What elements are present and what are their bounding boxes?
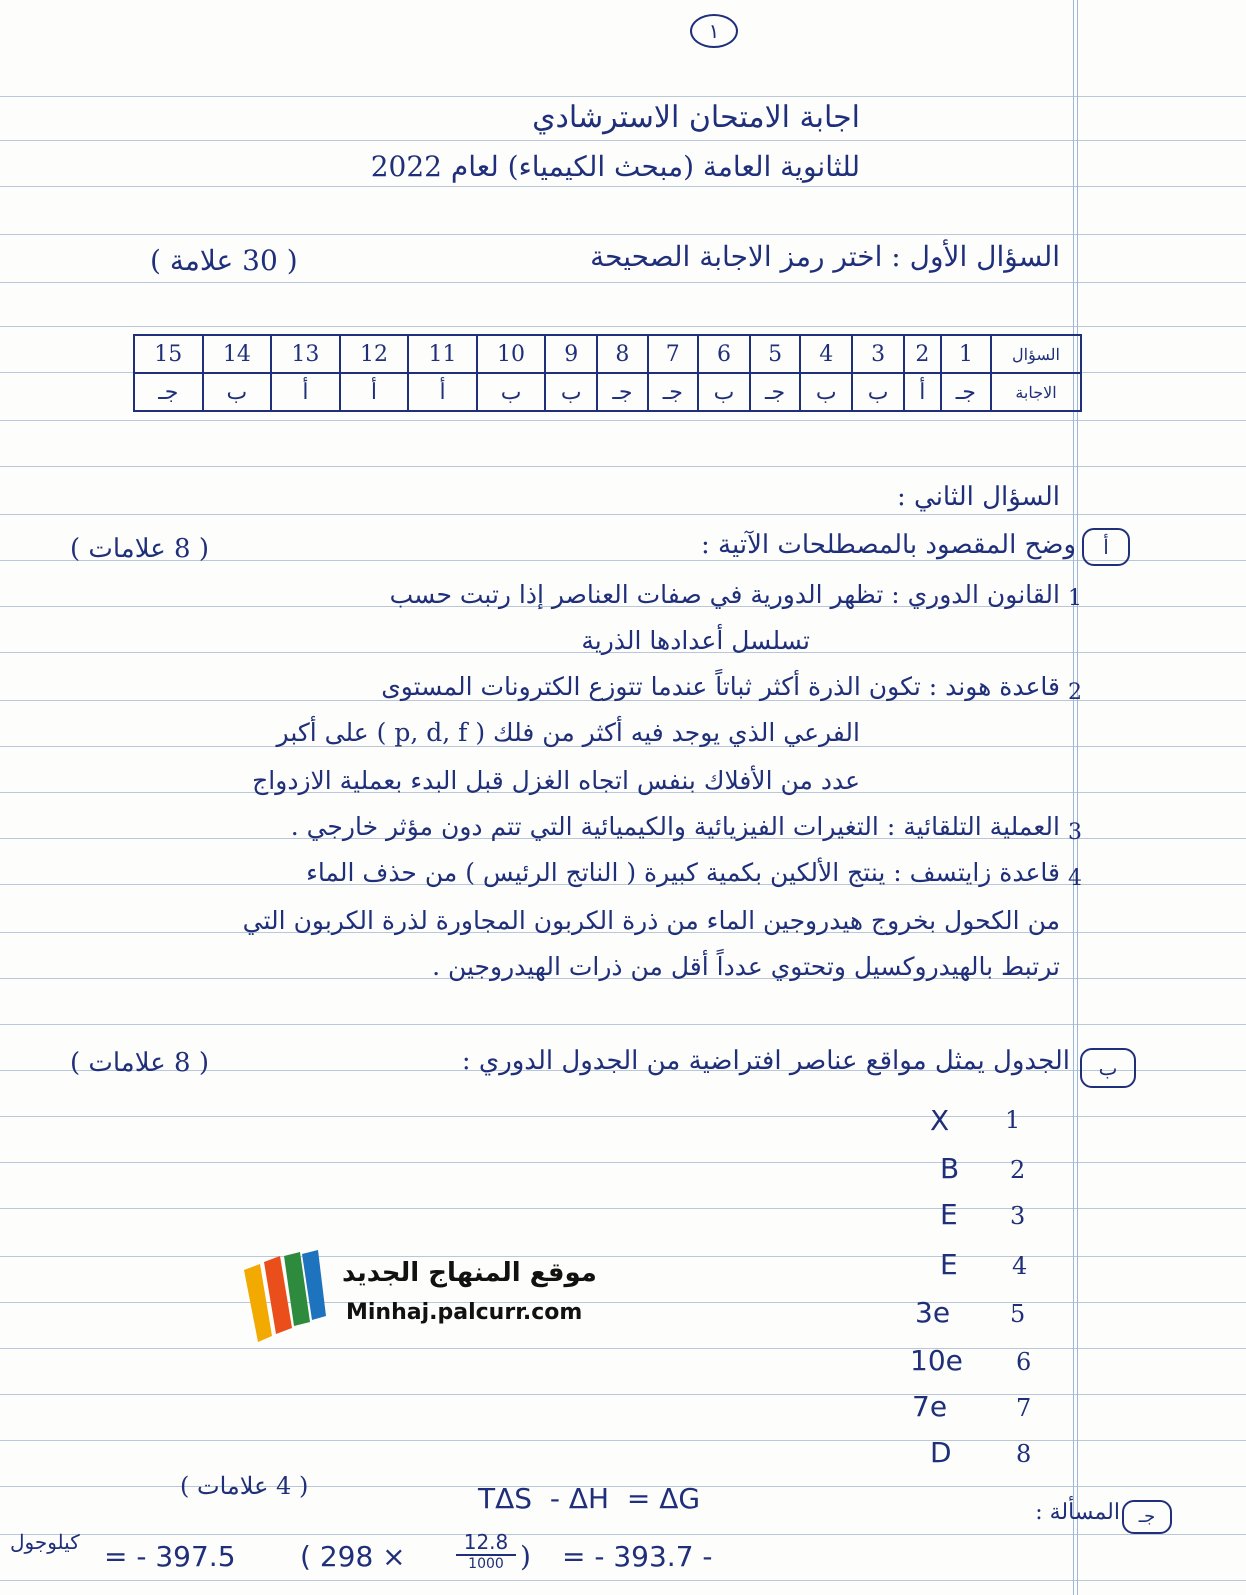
definition-line: عدد من الأفلاك بنفس اتجاه الغزل قبل البدء بعملية الازدواج [252,766,860,795]
calc-left-side: = - 393.7 - [562,1540,713,1573]
gibbs-equation: TΔS - ΔH = ΔG [478,1482,701,1515]
question-number: 7 [648,335,698,373]
answer-cell: ب [545,373,597,411]
answer-cell: ب [477,373,546,411]
part-a-intro: وضح المقصود بالمصطلحات الآتية : [701,530,1076,560]
definition-line: قاعدة زايتسف : ينتج الألكين بكمية كبيرة ( الناتج الرئيس ) من حذف الماء [306,858,1060,887]
part-c-marks: ( 4 علامات ) [180,1472,309,1500]
question-number: 15 [134,335,203,373]
answer-number: 6 [1016,1348,1032,1376]
question-number: 5 [750,335,800,373]
question-number: 2 [904,335,941,373]
question-number: 10 [477,335,546,373]
answer-row [134,373,1081,411]
page-title: اجابة الامتحان الاسترشادي [532,100,860,135]
question-row [134,335,1081,373]
answer-number: 1 [1005,1106,1021,1134]
watermark-url: Minhaj.palcurr.com [346,1300,583,1325]
site-watermark [240,1250,597,1346]
part-b-badge: ب [1080,1048,1136,1088]
question-number: 6 [698,335,750,373]
answer-cell: أ [340,373,409,411]
q1-heading: السؤال الأول : اختر رمز الاجابة الصحيحة [590,240,1060,273]
answer-value: 7e [912,1390,948,1423]
answer-cell: ب [698,373,750,411]
answer-cell: جـ [134,373,203,411]
answer-value: B [940,1152,960,1185]
question-number: 12 [340,335,409,373]
answer-value: E [940,1198,958,1231]
question-number: 3 [852,335,904,373]
item-number: 2 [1068,680,1082,705]
answer-value: 10e [910,1344,963,1377]
answer-value: D [930,1436,952,1469]
calc-paren-expression: ( 298 × [300,1540,406,1573]
q2-heading: السؤال الثاني : [897,482,1060,512]
answer-value: 3e [915,1296,951,1329]
answer-cell: أ [271,373,340,411]
item-number: 1 [1068,586,1082,611]
definition-line: تسلسل أعدادها الذرية [581,626,810,655]
definition-line: ترتبط بالهيدروكسيل وتحتوي عدداً أقل من ذرات الهيدروجين . [432,952,1060,981]
definition-line: من الكحول بخروج هيدروجين الماء من ذرة الكربون المجاورة لذرة الكربون التي [242,906,1060,935]
page-subtitle: للثانوية العامة (مبحث الكيمياء) لعام 2022 [370,150,860,183]
answer-cell: أ [904,373,941,411]
calc-close-paren: ) [520,1540,531,1573]
calc-right-side: = - 397.5 [104,1540,236,1573]
definition-line: القانون الدوري : تظهر الدورية في صفات العناصر إذا رتبت حسب [389,580,1060,609]
part-b-marks: ( 8 علامات ) [70,1048,209,1078]
part-c-label: المسألة : [1035,1500,1120,1525]
fraction-numerator: 12.8 [456,1530,516,1556]
fraction [456,1530,516,1572]
definition-line: الفرعي الذي يوجد فيه أكثر من فلك ( p, d, f ) على أكبر [276,718,860,747]
book-logo-icon [240,1250,350,1346]
question-number: 11 [408,335,477,373]
answer-number: 5 [1010,1300,1026,1328]
item-number: 4 [1068,866,1082,891]
question-number: 9 [545,335,597,373]
answer-cell: أ [408,373,477,411]
answer-number: 4 [1012,1252,1028,1280]
answer-cell: ب [852,373,904,411]
answer-value: X [930,1104,950,1137]
definition-line: قاعدة هوند : تكون الذرة أكثر ثباتاً عندما تتوزع الكترونات المستوى [381,672,1060,701]
watermark-arabic: موقع المنهاج الجديد [342,1258,597,1288]
answer-cell: جـ [750,373,800,411]
answer-number: 2 [1010,1156,1026,1184]
answer-cell: ب [800,373,852,411]
answer-cell: جـ [648,373,698,411]
question-number: 14 [203,335,272,373]
answer-number: 7 [1016,1394,1032,1422]
fraction-denominator: 1000 [468,1556,504,1572]
answer-cell: جـ [941,373,991,411]
row-label-answer: الاجابة [991,373,1081,411]
definition-line: العملية التلقائية : التغيرات الفيزيائية والكيميائية التي تتم دون مؤثر خارجي . [290,812,1060,841]
page-number: ١ [690,14,738,48]
q1-marks: ( 30 علامة ) [150,244,298,277]
answer-cell: جـ [597,373,647,411]
part-c-badge: جـ [1122,1500,1172,1534]
item-number: 3 [1068,820,1082,845]
part-a-marks: ( 8 علامات ) [70,534,209,564]
question-number: 8 [597,335,647,373]
question-number: 4 [800,335,852,373]
question-number: 13 [271,335,340,373]
answer-number: 3 [1010,1202,1026,1230]
row-label-question: السؤال [991,335,1081,373]
answer-value: E [940,1248,958,1281]
unit-label: كيلوجول [10,1530,80,1554]
q1-answer-table [133,334,1082,412]
answer-cell: ب [203,373,272,411]
part-a-badge: أ [1082,528,1130,566]
question-number: 1 [941,335,991,373]
part-b-intro: الجدول يمثل مواقع عناصر افتراضية من الجدول الدوري : [461,1046,1070,1076]
answer-number: 8 [1016,1440,1032,1468]
